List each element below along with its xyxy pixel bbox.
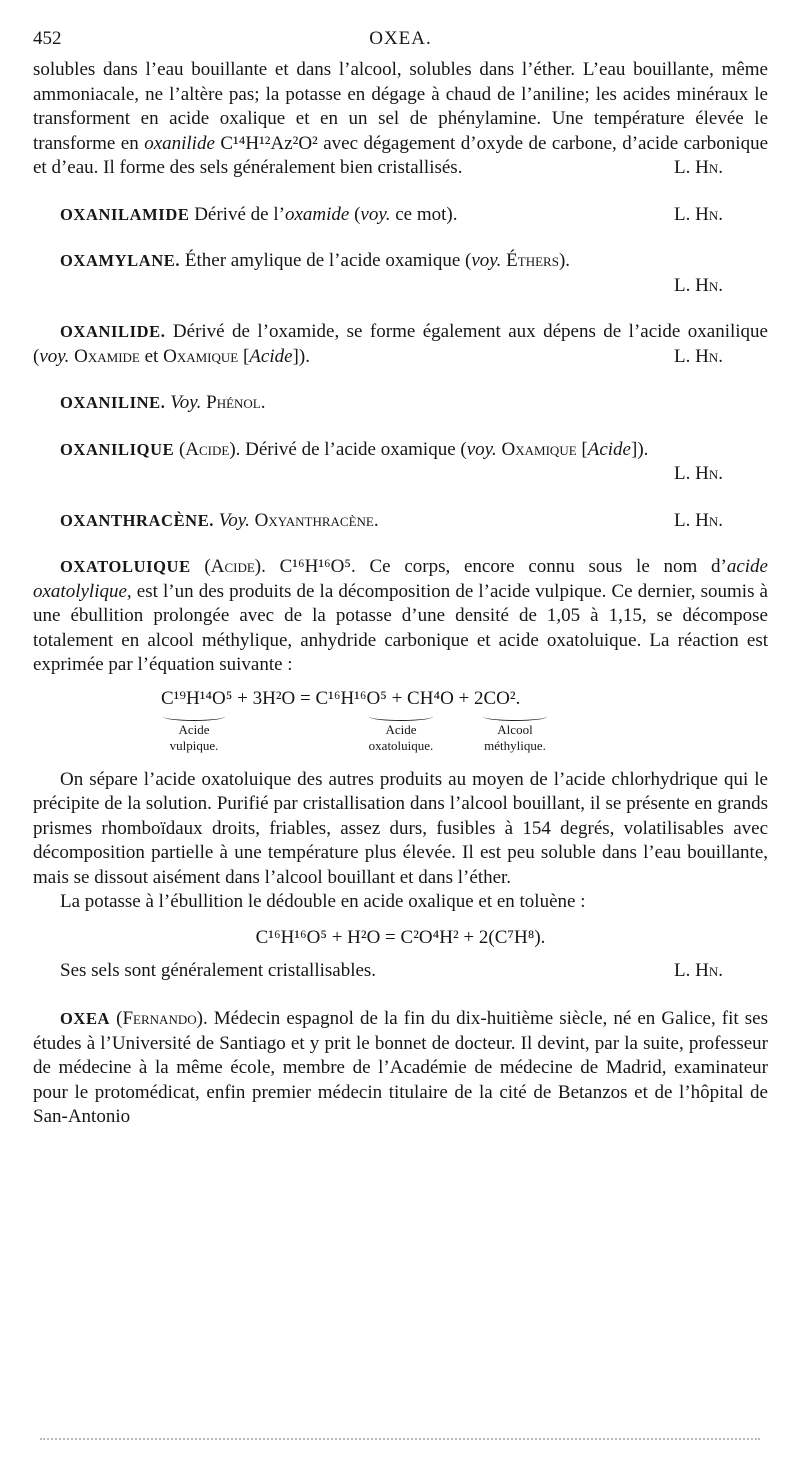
paragraph-purification: On sépare l’acide oxatoluique des autres produits au moyen de l’acide chlorhydrique qui le précipite de la solution. Purifié par cristallisation dans l’alcool bouillant, il se présente en grands prismes rhomboïdaux droits, friables, assez durs, fusibles à 154 degrés, volatilisables avec décomposition partielle à une température plus élevée. Il est peu soluble dans l’eau bouillante, mais se dissout aisément dans l’alcool bouillant et dans l’éther. bbox=[33, 768, 768, 888]
author-signature: L. Hn. bbox=[674, 463, 723, 484]
continued-paragraph: solubles dans l’eau bouillante et dans l’alcool, solubles dans l’éther. L’eau bouillante, même ammoniacale, ne l’altère pas; la potasse en dégage à chaud de l’aniline; les acides minéraux le transforment en acide oxalique et en un sel de phénylamine. Une température élevée le transforme en oxanilide C¹⁴H¹²Az²O² avec dégagement d’oxyde de carbone, d’acide carbonique et d’eau. Il forme des sels généralement bien cristallisés. L. Hn. bbox=[33, 58, 768, 181]
headword: OXANILAMIDE bbox=[60, 204, 190, 224]
bottom-dotted-rule bbox=[40, 1438, 760, 1444]
entry-oxatoluique: OXATOLUIQUE (Acide). C¹⁶H¹⁶O⁵. Ce corps, encore connu sous le nom d’acide oxatolylique, est l’un des produits de la décomposition de l’acide vulpique. Ce dernier, soumis à une ébullition prolongée avec de la potasse d’une densité de 1,05 à 1,15, se décompose totalement en alcool méthylique, anhydride carbonique et acide oxatoluique. La réaction est exprimée par l’équation suivante : bbox=[33, 556, 768, 675]
author-signature: L. Hn. bbox=[674, 203, 723, 225]
entry-oxanilide: OXANILIDE. Dérivé de l’oxamide, se forme également aux dépens de l’acide oxanilique (voy. Oxamide et Oxamique [Acide]). L. Hn. bbox=[33, 320, 768, 369]
headword: OXANTHRACÈNE. bbox=[60, 510, 215, 530]
decomposition-equation: C¹⁶H¹⁶O⁵ + H²O = C²O⁴H² + 2(C⁷H⁸). bbox=[255, 926, 546, 948]
label-acide-oxatoluique: Acide oxatoluique. bbox=[368, 721, 434, 753]
entry-oxaniline: OXANILINE. Voy. Phénol. bbox=[60, 392, 266, 413]
headword: OXATOLUIQUE bbox=[60, 557, 191, 576]
entry-oxanilamide: OXANILAMIDE Dérivé de l’oxamide (voy. ce mot). L. Hn. bbox=[33, 203, 768, 228]
author-signature: L. Hn. bbox=[674, 509, 723, 531]
entry-oxamylane: OXAMYLANE. Éther amylique de l’acide oxamique (voy. Éthers). bbox=[60, 250, 571, 271]
brace-mark bbox=[483, 712, 547, 721]
paragraph-potasse: La potasse à l’ébullition le dédouble en acide oxalique et en toluène : bbox=[60, 891, 586, 912]
label-alcool-methylique: Alcool méthylique. bbox=[484, 721, 546, 753]
running-header bbox=[33, 28, 768, 58]
brace-mark bbox=[163, 712, 225, 721]
entry-oxanilique: OXANILIQUE (Acide). Dérivé de l’acide oxamique (voy. Oxamique [Acide]). bbox=[60, 438, 649, 460]
entry-oxea: OXEA (Fernando). Médecin espagnol de la fin du dix-huitième siècle, né en Galice, fit ses études à l’Université de Santiago et y prit le bonnet de docteur. Il devint, par la suite, professeur de médecine à la même école, membre de l’Académie de médecine de Madrid, examinateur pour le protomédicat, enfin premier médecin titulaire de la cité de Betanzos et de l’hôpital de San-Antonio bbox=[33, 1008, 769, 1127]
page-number: 452 bbox=[33, 28, 62, 49]
headword: OXANILINE. bbox=[60, 393, 166, 412]
brace-mark bbox=[369, 712, 433, 721]
reaction-equation: C¹⁹H¹⁴O⁵ + 3H²O = C¹⁶H¹⁶O⁵ + CH⁴O + 2CO². bbox=[161, 687, 521, 709]
equation-labels bbox=[33, 712, 768, 764]
headword: OXEA bbox=[60, 1009, 111, 1028]
paragraph-sels: Ses sels sont généralement cristallisables. L. Hn. bbox=[33, 959, 768, 984]
dictionary-page bbox=[33, 28, 768, 1130]
author-signature: L. Hn. bbox=[674, 345, 723, 367]
running-title: OXEA. bbox=[369, 28, 432, 49]
headword: OXAMYLANE. bbox=[60, 251, 181, 270]
label-acide-vulpique: Acide vulpique. bbox=[169, 721, 219, 753]
author-signature: L. Hn. bbox=[674, 274, 723, 296]
author-signature: L. Hn. bbox=[674, 157, 723, 178]
entry-oxanthracene: OXANTHRACÈNE. Voy. Oxyanthracène. L. Hn. bbox=[33, 509, 768, 534]
headword: OXANILIDE. bbox=[60, 322, 166, 341]
author-signature: L. Hn. bbox=[674, 959, 723, 981]
headword: OXANILIQUE bbox=[60, 439, 175, 459]
